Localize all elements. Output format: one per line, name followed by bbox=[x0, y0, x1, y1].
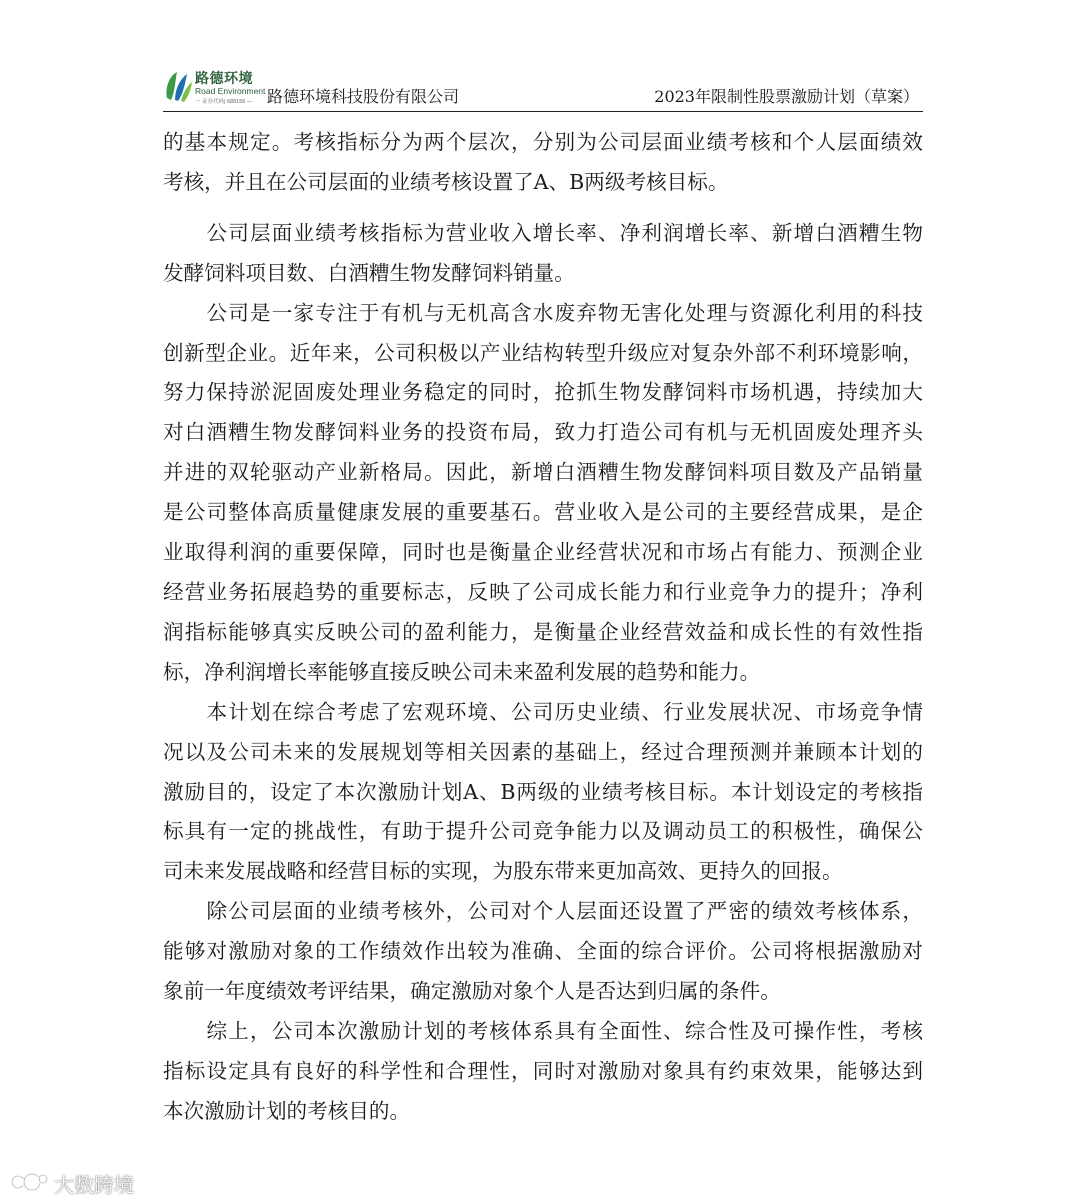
paragraph bbox=[163, 693, 923, 893]
text-line: 发酵饲料项目数、白酒糟生物发酵饲料销量。 bbox=[163, 260, 575, 285]
paragraph bbox=[163, 892, 923, 1012]
text-line: 考核，并且在公司层面的业绩考核设置了A、B两级考核目标。 bbox=[163, 169, 729, 194]
header-rule bbox=[163, 111, 923, 112]
text-line: 是公司整体高质量健康发展的重要基石。营业收入是公司的主要经营成果，是企 bbox=[163, 500, 923, 525]
text-line: 除公司层面的业绩考核外，公司对个人层面还设置了严密的绩效考核体系， bbox=[163, 899, 923, 924]
paragraph bbox=[163, 1012, 923, 1132]
logo-name-cn: 路德环境 bbox=[195, 71, 253, 87]
text-line: 本计划在综合考虑了宏观环境、公司历史业绩、行业发展状况、市场竞争情 bbox=[163, 699, 923, 724]
watermark-logo-icon bbox=[10, 1170, 50, 1194]
road-environment-logo-icon bbox=[163, 68, 193, 104]
logo-stock-code: 一 证券代码| 688156 — bbox=[195, 99, 253, 105]
text-line: 并进的双轮驱动产业新格局。因此，新增白酒糟生物发酵饲料项目数及产品销量 bbox=[163, 460, 923, 485]
text-line: 司未来发展战略和经营目标的实现，为股东带来更加高效、更持久的回报。 bbox=[163, 859, 843, 884]
header-company-name: 路德环境科技股份有限公司 bbox=[267, 87, 460, 106]
paragraph bbox=[163, 123, 923, 203]
page-header bbox=[163, 64, 923, 112]
watermark bbox=[10, 1168, 150, 1196]
text-line: 努力保持淤泥固废处理业务稳定的同时，抢抓生物发酵饲料市场机遇，持续加大 bbox=[163, 380, 923, 405]
company-logo bbox=[163, 68, 268, 108]
paragraph bbox=[163, 294, 923, 693]
text-line: 本次激励计划的考核目的。 bbox=[163, 1098, 411, 1123]
text-line: 激励目的，设定了本次激励计划A、B两级的业绩考核目标。本计划设定的考核指 bbox=[163, 779, 923, 804]
document-body bbox=[163, 123, 923, 1132]
logo-name-en: Road Environment bbox=[195, 86, 266, 96]
text-line: 的基本规定。考核指标分为两个层次，分别为公司层面业绩考核和个人层面绩效 bbox=[163, 130, 923, 154]
text-line: 创新型企业。近年来，公司积极以产业结构转型升级应对复杂外部不利环境影响， bbox=[163, 340, 923, 365]
text-line: 标具有一定的挑战性，有助于提升公司竞争能力以及调动员工的积极性，确保公 bbox=[163, 819, 923, 844]
header-document-title: 2023年限制性股票激励计划（草案） bbox=[654, 87, 919, 106]
text-line: 标，净利润增长率能够直接反映公司未来盈利发展的趋势和能力。 bbox=[163, 659, 761, 684]
text-line: 能够对激励对象的工作绩效作出较为准确、全面的综合评价。公司将根据激励对 bbox=[163, 939, 923, 964]
text-line: 象前一年度绩效考评结果，确定激励对象个人是否达到归属的条件。 bbox=[163, 979, 781, 1004]
text-line: 公司是一家专注于有机与无机高含水废弃物无害化处理与资源化利用的科技 bbox=[163, 300, 923, 325]
paragraph bbox=[163, 214, 923, 294]
watermark-text: 大数跨境 bbox=[54, 1173, 134, 1197]
text-line: 经营业务拓展趋势的重要标志，反映了公司成长能力和行业竞争力的提升；净利 bbox=[163, 579, 923, 604]
text-line: 业取得利润的重要保障，同时也是衡量企业经营状况和市场占有能力、预测企业 bbox=[163, 540, 923, 565]
text-line: 指标设定具有良好的科学性和合理性，同时对激励对象具有约束效果，能够达到 bbox=[163, 1058, 923, 1083]
text-line: 对白酒糟生物发酵饲料业务的投资布局，致力打造公司有机与无机固废处理齐头 bbox=[163, 420, 923, 445]
text-line: 综上，公司本次激励计划的考核体系具有全面性、综合性及可操作性，考核 bbox=[163, 1018, 923, 1043]
text-line: 况以及公司未来的发展规划等相关因素的基础上，经过合理预测并兼顾本计划的 bbox=[163, 739, 923, 764]
text-line: 公司层面业绩考核指标为营业收入增长率、净利润增长率、新增白酒糟生物 bbox=[163, 220, 923, 245]
text-line: 润指标能够真实反映公司的盈利能力，是衡量企业经营效益和成长性的有效性指 bbox=[163, 619, 923, 644]
